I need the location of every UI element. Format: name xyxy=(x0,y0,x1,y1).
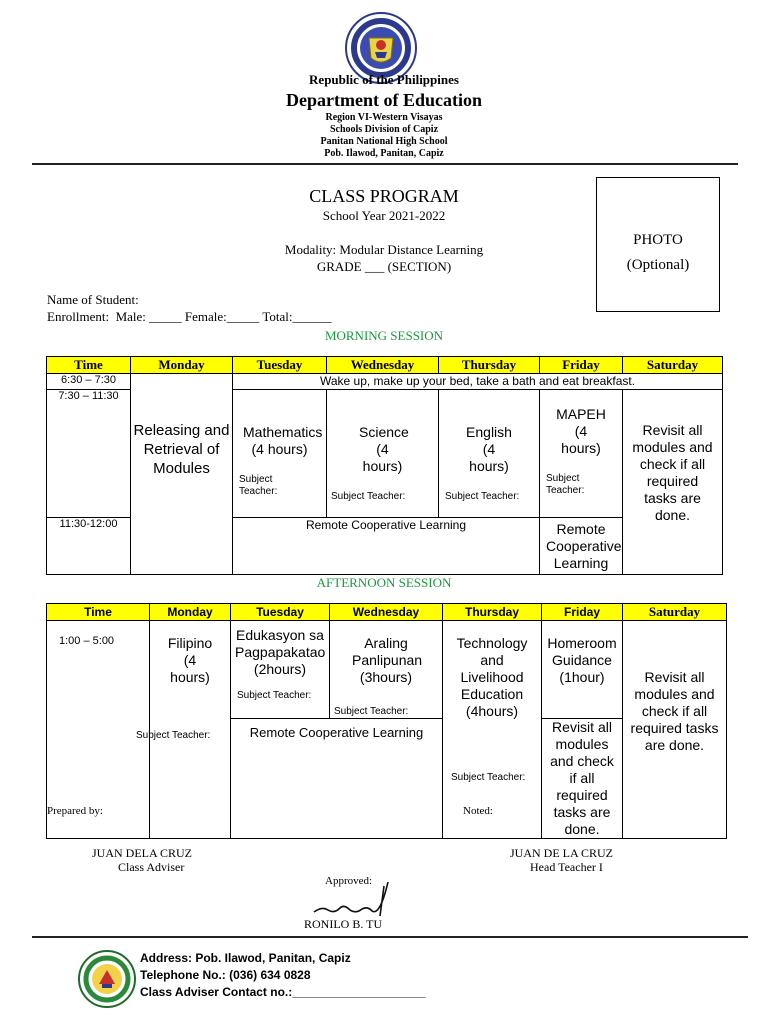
student-name-label: Name of Student: xyxy=(47,292,139,307)
afternoon-header-monday: Monday xyxy=(150,604,231,621)
morning-header-wednesday: Wednesday xyxy=(327,357,439,374)
mapeh-teacher-label: Subject Teacher: xyxy=(546,473,585,496)
ap-teacher-label: Subject Teacher: xyxy=(334,706,409,717)
enrollment-line: Enrollment: Male: _____ Female:_____ Total:______ xyxy=(47,309,332,324)
mapeh-subject: MAPEH (4 hours) xyxy=(556,406,606,456)
math-teacher-label: Subject Teacher: xyxy=(239,474,278,497)
math-subject: Mathematics (4 hours) xyxy=(243,424,323,457)
afternoon-header-time: Time xyxy=(47,604,150,621)
morning-header-time: Time xyxy=(47,357,131,374)
science-subject: Science (4 hours) xyxy=(359,424,409,474)
grade-section-text: GRADE ___ (SECTION) xyxy=(316,259,452,274)
thursday-english-cell xyxy=(439,390,540,518)
monday-filipino-cell xyxy=(136,621,231,839)
modality-text: Modality: Modular Distance Learning xyxy=(284,242,484,257)
filipino-teacher-label: Subject Teacher: xyxy=(136,730,211,741)
head-teacher-name: JUAN DE LA CRUZ xyxy=(510,846,614,860)
english-teacher-label: Subject Teacher: xyxy=(445,491,520,502)
morning-wakeup-cell: Wake up, make up your bed, take a bath and eat breakfast. xyxy=(233,374,723,390)
footer-adviser-contact: Class Adviser Contact no.:____________________ xyxy=(140,985,426,999)
afternoon-saturday-cell: Revisit all modules and check if all required tasks are done. xyxy=(623,621,727,839)
principal-name: RONILO B. TU xyxy=(304,917,383,931)
afternoon-header-wednesday: Wednesday xyxy=(330,604,443,621)
photo-optional-label: (Optional) xyxy=(626,257,690,273)
school-name-text: Panitan National High School xyxy=(320,136,448,147)
afternoon-header-thursday: Thursday xyxy=(443,604,542,621)
tuesday-math-cell xyxy=(233,390,327,518)
region-text: Region VI-Western Visayas xyxy=(325,112,443,123)
afternoon-time: 1:00 – 5:00 xyxy=(47,621,150,839)
morning-session-label: MORNING SESSION xyxy=(324,328,444,343)
tle-subject: Technology and Livelihood Education (4hours) xyxy=(456,635,528,719)
friday-mapeh-cell xyxy=(540,390,623,518)
republic-text: Republic of the Philippines xyxy=(309,72,459,87)
footer-divider xyxy=(32,936,748,938)
afternoon-remote-cell: Remote Cooperative Learning xyxy=(231,719,443,839)
principal-signature xyxy=(310,876,410,920)
esp-subject: Edukasyon sa Pagpapakatao (2hours) xyxy=(235,627,326,677)
morning-saturday-cell: Revisit all modules and check if all required tasks are done. xyxy=(623,390,723,575)
friday-homeroom-cell: Homeroom Guidance (1hour) xyxy=(542,621,623,719)
afternoon-session-label: AFTERNOON SESSION xyxy=(316,575,452,590)
esp-teacher-label: Subject Teacher: xyxy=(237,690,312,701)
monday-releasing-cell: Releasing and Retrieval of Modules xyxy=(131,374,233,575)
tle-teacher-label: Subject Teacher: xyxy=(451,772,526,783)
tuesday-esp-cell xyxy=(231,621,330,719)
department-title: Department of Education xyxy=(286,90,482,110)
approved-label: Approved: xyxy=(325,875,373,887)
afternoon-header-saturday: Saturday xyxy=(623,604,727,621)
school-seal-logo xyxy=(78,950,136,1008)
header-divider xyxy=(32,163,738,165)
division-text: Schools Division of Capiz xyxy=(329,124,439,135)
afternoon-schedule-table xyxy=(46,603,727,839)
adviser-name: JUAN DELA CRUZ xyxy=(92,846,193,860)
afternoon-header-friday: Friday xyxy=(542,604,623,621)
wednesday-science-cell xyxy=(327,390,439,518)
school-address-text: Pob. Ilawod, Panitan, Capiz xyxy=(324,148,444,159)
morning-time-1: 6:30 – 7:30 xyxy=(47,374,131,390)
english-subject: English (4 hours) xyxy=(466,424,512,474)
morning-header-tuesday: Tuesday xyxy=(233,357,327,374)
adviser-title: Class Adviser xyxy=(118,860,185,874)
prepared-by-label: Prepared by: xyxy=(47,805,103,817)
friday-revisit-cell: Revisit all modules and check if all required tasks are done. xyxy=(542,719,623,839)
noted-label: Noted: xyxy=(463,805,493,817)
school-year-text: School Year 2021-2022 xyxy=(322,208,446,223)
photo-box[interactable] xyxy=(596,177,720,312)
filipino-subject: Filipino (4 hours) xyxy=(167,635,213,685)
science-teacher-label: Subject Teacher: xyxy=(331,491,406,502)
morning-header-friday: Friday xyxy=(540,357,623,374)
friday-remote-cell: Remote Cooperative Learning xyxy=(540,518,623,575)
photo-label: PHOTO xyxy=(633,232,683,248)
footer-address: Address: Pob. Ilawod, Panitan, Capiz xyxy=(140,951,351,965)
morning-schedule-table xyxy=(46,356,723,575)
class-program-title: CLASS PROGRAM xyxy=(309,186,459,206)
morning-header-monday: Monday xyxy=(131,357,233,374)
ap-subject: Araling Panlipunan (3hours) xyxy=(352,635,423,685)
head-teacher-title: Head Teacher I xyxy=(530,860,603,874)
morning-header-saturday: Saturday xyxy=(623,357,723,374)
afternoon-header-tuesday: Tuesday xyxy=(231,604,330,621)
wednesday-ap-cell xyxy=(330,621,443,719)
morning-remote-cell: Remote Cooperative Learning xyxy=(233,518,540,575)
morning-header-thursday: Thursday xyxy=(439,357,540,374)
morning-time-3: 11:30-12:00 xyxy=(47,518,131,575)
morning-time-2: 7:30 – 11:30 xyxy=(47,390,131,518)
footer-telephone: Telephone No.: (036) 634 0828 xyxy=(140,968,311,982)
